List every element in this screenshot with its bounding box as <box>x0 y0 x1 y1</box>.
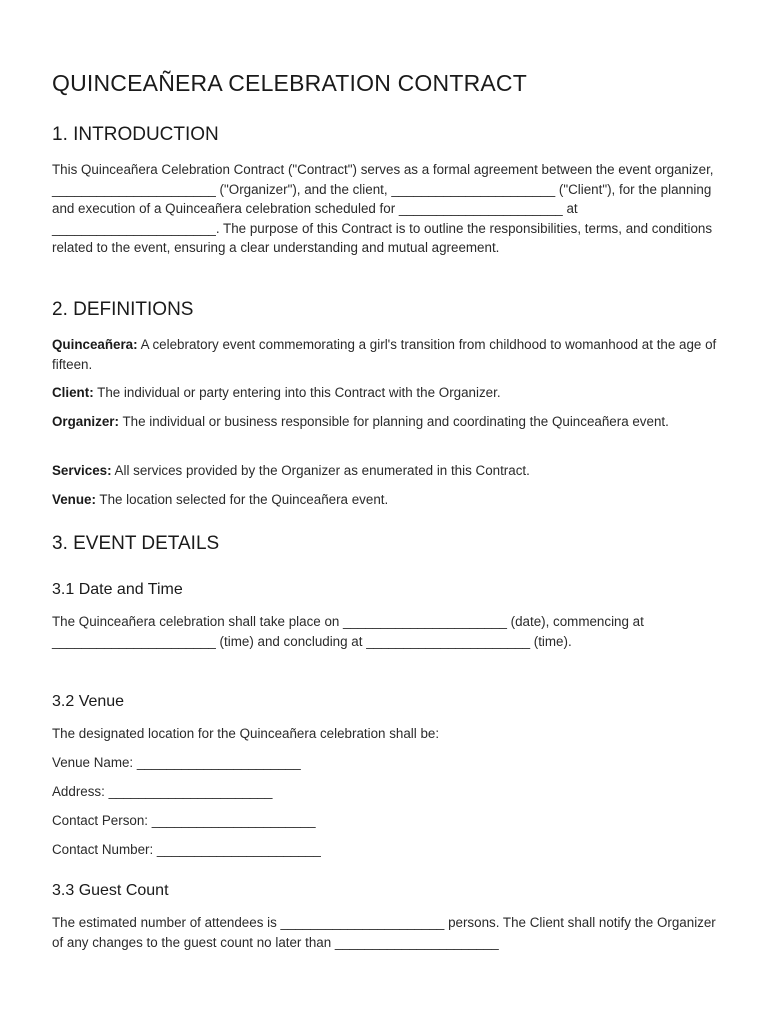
subsection-heading-venue: 3.2 Venue <box>52 693 125 710</box>
section-heading-definitions: 2. DEFINITIONS <box>52 299 194 320</box>
venue-contact-number-field: Contact Number: ______________________ <box>52 842 321 857</box>
definition-item <box>52 490 717 510</box>
date-time-paragraph: The Quinceañera celebration shall take place on ______________________ (date), commencing at ______________________ (time) and concluding at ______________________ (time). <box>52 614 644 649</box>
definition-term: Client: <box>52 385 94 400</box>
section-heading-event-details: 3. EVENT DETAILS <box>52 533 220 554</box>
guest-count-paragraph: The estimated number of attendees is ______________________ persons. The Client shall notify the Organizer of any changes to the guest count no later than ______________________ <box>52 915 716 950</box>
document-title: QUINCEAÑERA CELEBRATION CONTRACT <box>52 70 527 96</box>
definition-text: The location selected for the Quinceañera event. <box>95 492 389 507</box>
venue-address-field: Address: ______________________ <box>52 784 273 799</box>
definition-term: Organizer: <box>52 414 119 429</box>
subsection-heading-guest-count: 3.3 Guest Count <box>52 882 169 899</box>
definition-text: All services provided by the Organizer as enumerated in this Contract. <box>111 463 530 478</box>
definition-item <box>52 461 717 481</box>
definition-item <box>52 412 717 432</box>
section-heading-introduction: 1. INTRODUCTION <box>52 124 219 145</box>
introduction-paragraph: This Quinceañera Celebration Contract ("Contract") serves as a formal agreement between the event organizer, ______________________ ("Organizer"), and the client, ______________________ ("Client"), for the planning and execution of a Quinceañera celebration scheduled for ______________________ at ______________________. The purpose of this Contract is to outline the responsibilities, terms, and conditions related to the event, ensuring a clear understanding and mutual agreement. <box>52 162 714 256</box>
definition-text: The individual or party entering into this Contract with the Organizer. <box>93 385 501 400</box>
definition-term: Services: <box>52 463 112 478</box>
definition-term: Venue: <box>52 492 96 507</box>
definition-text: A celebratory event commemorating a girl's transition from childhood to womanhood at the age of fifteen. <box>52 337 717 372</box>
venue-intro: The designated location for the Quinceañera celebration shall be: <box>52 726 440 741</box>
venue-contact-person-field: Contact Person: ______________________ <box>52 813 316 828</box>
definition-item <box>52 383 717 403</box>
definition-text: The individual or business responsible for planning and coordinating the Quinceañera event. <box>118 414 669 429</box>
definition-item <box>52 335 717 374</box>
venue-name-field: Venue Name: ______________________ <box>52 755 301 770</box>
definition-term: Quinceañera: <box>52 337 138 352</box>
subsection-heading-date-time: 3.1 Date and Time <box>52 581 183 598</box>
